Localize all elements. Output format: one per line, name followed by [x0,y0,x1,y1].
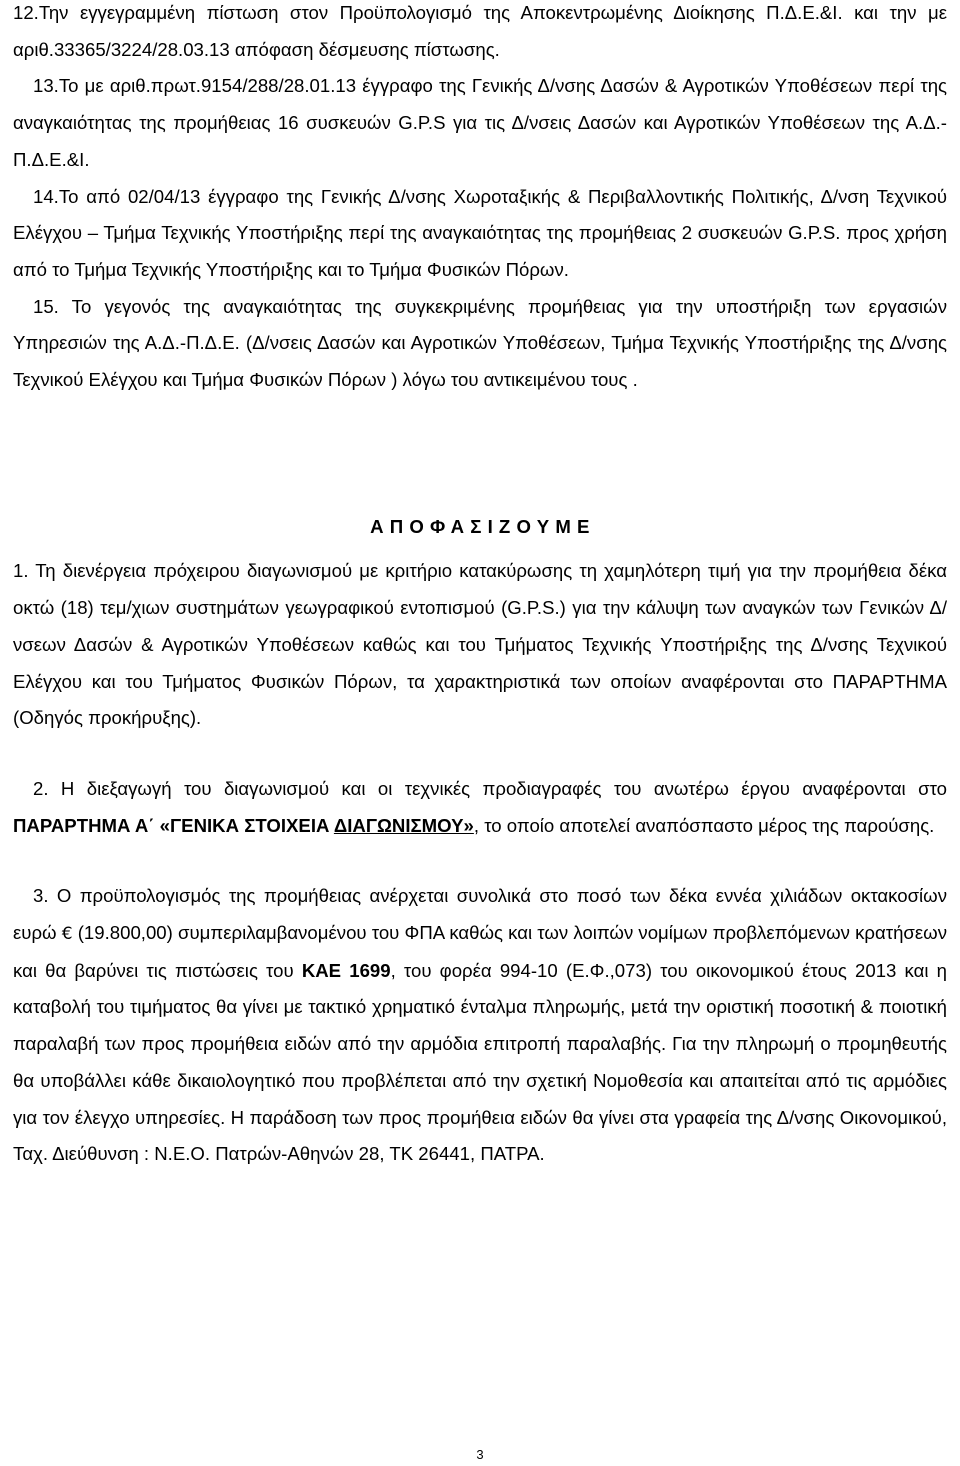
decision-3 [13,878,947,1173]
kae-code: ΚΑΕ 1699 [301,959,391,981]
spacer [13,737,947,771]
decision-1: 1. Τη διενέργεια πρόχειρου διαγωνισμού με κριτήριο κατακύρωσης τη χαμηλότερη τιμή για την προμήθεια δέκα οκτώ (18) τεμ/χιων συστημάτων γεωγραφικού εντοπισμού (G.P.S.) για την κάλυψη των αναγκών των Γενικών Δ/νσεων Δασών & Αγροτικών Υποθέσεων καθώς και του Τμήματος Τεχνικής Υποστήριξης της Δ/νσης Τεχνικού Ελέγχου και του Τμήματος Φυσικών Πόρων, τα χαρακτηριστικά των οποίων αναφέρονται στο ΠΑΡΑΡΤΗΜΑ (Οδηγός προκήρυξης). [13,560,947,729]
decision-3-text: 3. Ο προϋπολογισμός της προμήθειας ανέρχεται συνολικά στο ποσό των δέκα εννέα χιλιάδων οκτακοσίων ευρώ [13,885,947,944]
decision-2-rest: , το οποίο αποτελεί αναπόσπαστο μέρος της παρούσης. [473,814,935,836]
decision-3-amount: (19.800,00) συμπεριλαμβανομένου του ΦΠΑ καθώς και των λοιπών νομίμων προβλεπόμενων κρατήσεων και θα βαρύνει τις πιστώσεις του [13,922,947,981]
decision-heading: Α Π Ο Φ Α Σ Ι Ζ Ο Υ Μ Ε [370,515,590,537]
annex-title-underlined: ΔΙΑΓΩΝΙΣΜΟΥ» [333,814,474,836]
euro-sign: € [61,924,73,945]
page-number: 3 [476,1447,484,1462]
paragraph-item-13: 13.Το με αριθ.πρωτ.9154/288/28.01.13 έγγραφο της Γενικής Δ/νσης Δασών & Αγροτικών Υποθέσεων περί της αναγκαιότητας της προμήθειας 16 συσκευών G.P.S για τις Δ/νσεις Δασών και Αγροτικών Υποθέσεων της Α.Δ.-Π.Δ.Ε.&Ι. [13,75,947,170]
decision-3-rest: , του φορέα 994-10 (Ε.Φ.,073) του οικονομικού έτους 2013 και η καταβολή του τιμήματος θα γίνει με τακτικό χρηματικό ένταλμα πληρωμής, μετά την οριστική ποσοτική & ποιοτική παραλαβή των προς προμήθεια ειδών από την αρμόδια επιτροπή παραλαβής. Για την πληρωμή ο προμηθευτής θα υποβάλλει κάθε δικαιολογητικό που προβλέπεται από την σχετική Νομοθεσία και απαιτείται από τις αρμόδιες για τον έλεγχο υπηρεσίες. Η παράδοση των προς προμήθεια ειδών θα γίνει στα γραφεία της Δ/νσης Οικονομικού, Ταχ. Διεύθυνση : Ν.Ε.Ο. Πατρών-Αθηνών 28, ΤΚ 26441, ΠΑΤΡΑ. [13,959,947,1165]
decision-2-text: 2. Η διεξαγωγή του διαγωνισμού και οι τεχνικές προδιαγραφές του ανωτέρω έργου αναφέρονται στο [33,777,947,799]
paragraph-item-12: 12.Την εγγεγραμμένη πίστωση στον Προϋπολογισμό της Αποκεντρωμένης Διοίκησης Π.Δ.Ε.&Ι. και την με αριθ.33365/3224/28.03.13 απόφαση δέσμευσης πίστωσης. [13,2,947,60]
document-page [13,0,947,1173]
spacer [13,399,947,509]
paragraph-item-15: 15. Το γεγονός της αναγκαιότητας της συγκεκριμένης προμήθειας για την υποστήριξη των εργασιών Υπηρεσιών της Α.Δ.-Π.Δ.Ε. (Δ/νσεις Δασών και Αγροτικών Υποθέσεων, Τμήμα Τεχνικής Υποστήριξης της Δ/νσης Τεχνικού Ελέγχου και Τμήμα Φυσικών Πόρων ) λόγω του αντικειμένου τους . [13,295,947,391]
annex-title: ΠΑΡΑΡΤΗΜΑ Α΄ «ΓΕΝΙΚΑ ΣΤΟΙΧΕΙΑ [13,814,334,836]
paragraph-item-14: 14.Το από 02/04/13 έγγραφο της Γενικής Δ/νσης Χωροταξικής & Περιβαλλοντικής Πολιτικής, Δ/νση Τεχνικού Ελέγχου – Τμήμα Τεχνικής Υποστήριξης περί της αναγκαιότητας της προμήθειας 2 συσκευών G.P.S. προς χρήση από το Τμήμα Τεχνικής Υποστήριξης και το Τμήμα Φυσικών Πόρων. [13,185,947,280]
decision-2 [13,771,947,844]
spacer [13,844,947,878]
spacer [13,545,947,553]
